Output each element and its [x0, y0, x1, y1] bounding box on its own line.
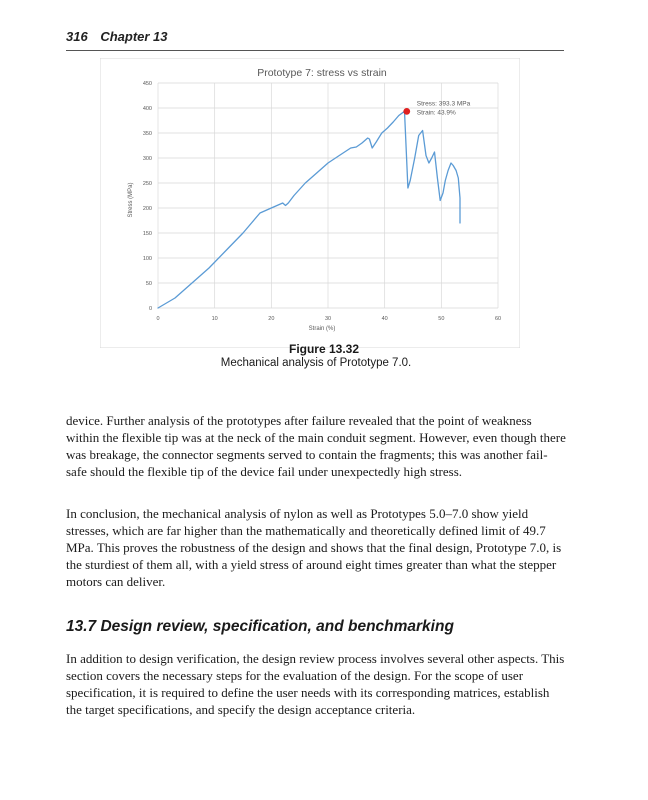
- chart-title: Prototype 7: stress vs strain: [257, 67, 387, 79]
- x-tick-label: 50: [438, 316, 445, 322]
- body-paragraph-1: device. Further analysis of the prototypes after failure revealed that the point of weakness within the flexible tip was at the neck of the main conduit segment. However, even though there was breakage, the connector segments served to contain the fragments; this was another fail-safe should the flexible tip of the device fail under unexpectedly high stress.: [66, 413, 566, 479]
- annotation-strain-label: Strain: 43.9%: [416, 109, 456, 117]
- y-tick-label: 400: [142, 106, 152, 112]
- y-tick-label: 0: [148, 306, 152, 312]
- section-heading: 13.7 Design review, specification, and benchmarking: [66, 618, 454, 635]
- chart-svg: [100, 58, 520, 348]
- annotation-stress-label: Stress: 393.3 MPa: [416, 100, 471, 108]
- figure-caption: Mechanical analysis of Prototype 7.0.: [220, 357, 412, 369]
- body-paragraph-3: In addition to design verification, the design review process involves several other aspects. This section covers the necessary steps for the evaluation of the design. For the scope of user specification, it is required to define the user needs with its corresponding matrices, establish the target specifications, and specify the design acceptance criteria.: [66, 651, 565, 717]
- header-rule: [66, 50, 564, 51]
- x-tick-label: 40: [381, 316, 388, 322]
- y-tick-label: 450: [142, 81, 152, 87]
- y-tick-label: 50: [145, 281, 152, 287]
- x-tick-label: 60: [494, 316, 502, 322]
- x-tick-label: 10: [211, 316, 218, 322]
- y-axis-label: Stress (MPa): [128, 182, 134, 218]
- peak-marker: [403, 108, 410, 115]
- x-tick-label: 0: [156, 316, 160, 322]
- figure-label: Figure 13.32: [288, 342, 360, 356]
- running-head: [66, 29, 168, 44]
- y-tick-label: 250: [142, 181, 152, 187]
- x-axis-label: Strain (%): [308, 326, 336, 332]
- y-tick-label: 350: [142, 131, 152, 137]
- chapter-label: Chapter 13: [100, 29, 168, 44]
- y-tick-label: 100: [142, 256, 152, 262]
- y-tick-label: 150: [142, 231, 152, 237]
- y-tick-label: 300: [142, 156, 152, 162]
- stress-strain-chart: [100, 58, 520, 348]
- x-tick-label: 20: [268, 316, 275, 322]
- y-tick-label: 200: [142, 206, 152, 212]
- body-paragraph-2: In conclusion, the mechanical analysis of nylon as well as Prototypes 5.0–7.0 show yield stresses, which are far higher than the mathematically and theoretically defined limit of 49.7 MPa. This proves the robustness of the design and shows that the final design, Prototype 7.0, is the sturdiest of them all, with a yield stress of around eight times greater than what the stepper motors can deliver.: [66, 506, 562, 589]
- page-number: 316: [66, 29, 88, 44]
- x-tick-label: 30: [324, 316, 332, 322]
